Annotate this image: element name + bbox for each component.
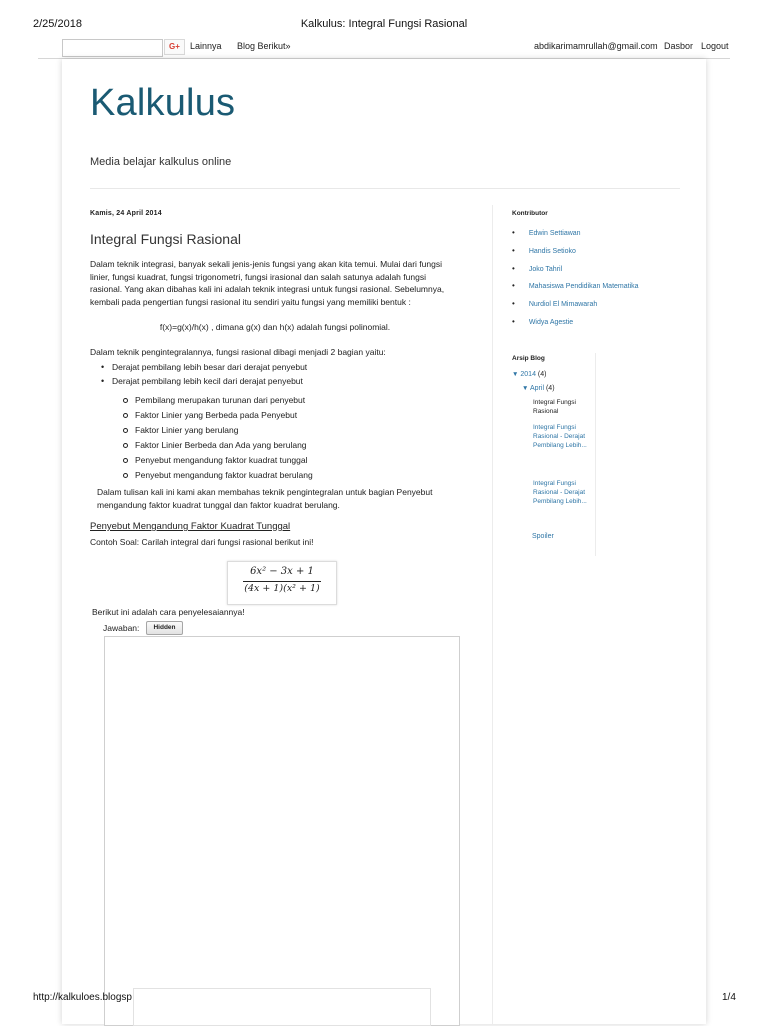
- contributor-item[interactable]: [512, 299, 597, 308]
- bullet-icon: •: [512, 228, 515, 237]
- list-item: Faktor Linier yang Berbeda pada Penyebut: [122, 408, 313, 423]
- section-heading: Penyebut Mengandung Faktor Kuadrat Tunggal: [90, 521, 291, 532]
- bullet-icon: •: [512, 317, 515, 326]
- contributor-item[interactable]: [512, 281, 639, 290]
- list-item: Faktor Linier yang berulang: [122, 423, 313, 438]
- fraction-bar: [243, 581, 321, 582]
- example-text: Contoh Soal: Carilah integral dari fungsi rasional berikut ini!: [90, 537, 314, 547]
- archive-count: (4): [537, 371, 547, 378]
- solution-intro: Berikut ini adalah cara penyelesaiannya!: [92, 607, 245, 617]
- answer-label: Jawaban:: [103, 623, 140, 633]
- contributor-link[interactable]: Joko Tahril: [528, 266, 563, 273]
- math-formula-image: [227, 561, 337, 605]
- archive-post-link[interactable]: Integral Fungsi Rasional - Derajat Pembilang Lebih...: [533, 480, 587, 505]
- post-intro: [90, 258, 462, 308]
- search-input[interactable]: [62, 39, 163, 57]
- archive-year[interactable]: [512, 371, 546, 378]
- print-page-number: 1/4: [722, 992, 736, 1003]
- list-item: Faktor Linier Berbeda dan Ada yang berulang: [122, 438, 313, 453]
- archive-post-link[interactable]: Spoiler: [532, 533, 554, 540]
- post-paragraph: Dalam teknik pengintegralannya, fungsi rasional dibagi menjadi 2 bagian yaitu:: [90, 347, 386, 357]
- contributor-item[interactable]: [512, 228, 581, 237]
- archive-divider: [595, 353, 596, 556]
- header-divider: [90, 188, 680, 189]
- archive-month-link[interactable]: April: [530, 385, 545, 392]
- triangle-down-icon[interactable]: ▼: [522, 385, 529, 392]
- blog-title[interactable]: Kalkulus: [90, 82, 236, 124]
- post-title[interactable]: Integral Fungsi Rasional: [90, 231, 241, 247]
- main-list: [100, 360, 307, 388]
- intro-line: kembali pada pengertian fungsi rasional itu sendiri yaitu fungsi yang memiliki bentuk :: [90, 296, 411, 307]
- lower-panel: [133, 988, 431, 1026]
- logout-link[interactable]: Logout: [701, 41, 729, 51]
- triangle-down-icon[interactable]: ▼: [512, 371, 519, 378]
- intro-line: rasional. Yang akan dibahas kali ini adalah teknik integrasi untuk fungsi rasional. Sebelumnya,: [90, 284, 445, 294]
- contributor-link[interactable]: Mahasiswa Pendidikan Matematika: [528, 283, 639, 290]
- print-date: 2/25/2018: [33, 18, 82, 30]
- sub-list: [122, 393, 313, 483]
- archive-count: (4): [545, 385, 555, 392]
- google-plus-button[interactable]: G+: [164, 39, 185, 55]
- paragraph-line: mengandung faktor kuadrat tunggal dan faktor kuadrat berulang.: [97, 499, 340, 510]
- archive-post-current[interactable]: Integral Fungsi Rasional: [533, 399, 576, 415]
- bullet-icon: •: [512, 246, 515, 255]
- more-link[interactable]: Lainnya: [190, 41, 222, 51]
- contributors-title: Kontributor: [512, 210, 548, 217]
- sidebar-divider: [492, 205, 493, 1024]
- bullet-icon: •: [512, 299, 515, 308]
- bullet-icon: •: [512, 264, 515, 273]
- contributor-item[interactable]: [512, 317, 573, 326]
- contributor-link[interactable]: Widya Agestie: [528, 319, 574, 326]
- math-denominator: (4x + 1)(x² + 1): [244, 583, 320, 594]
- contributor-item[interactable]: [512, 246, 576, 255]
- list-item: Penyebut mengandung faktor kuadrat berulang: [122, 468, 313, 483]
- bullet-icon: •: [512, 281, 515, 290]
- list-item: • Derajat pembilang lebih kecil dari derajat penyebut: [100, 374, 307, 388]
- dashboard-link[interactable]: Dasbor: [664, 41, 694, 51]
- math-numerator: 6x² − 3x + 1: [250, 566, 314, 577]
- contributor-item[interactable]: [512, 264, 562, 273]
- paragraph-line: Dalam tulisan kali ini kami akan membahas teknik pengintegralan untuk bagian Penyebut: [97, 487, 433, 497]
- archive-month[interactable]: [522, 385, 555, 392]
- print-url: http://kalkuloes.blogsp: [33, 992, 132, 1003]
- contributor-link[interactable]: Nurdiol El Mimawarah: [528, 301, 598, 308]
- print-title: Kalkulus: Integral Fungsi Rasional: [300, 18, 468, 30]
- next-blog-link[interactable]: Blog Berikut»: [237, 41, 291, 51]
- answer-box: [104, 636, 460, 1026]
- contributor-link[interactable]: Handis Setioko: [528, 248, 576, 255]
- contributor-link[interactable]: Edwin Settiawan: [528, 230, 581, 237]
- archive-title: Arsip Blog: [512, 355, 545, 362]
- rational-function-definition: f(x)=g(x)/h(x) , dimana g(x) dan h(x) adalah fungsi polinomial.: [159, 322, 391, 332]
- archive-year-link[interactable]: 2014: [520, 371, 536, 378]
- intro-line: Dalam teknik integrasi, banyak sekali jenis-jenis fungsi yang akan kita temui. Mulai dari fungsi: [90, 259, 442, 269]
- user-email: abdikarimamrullah@gmail.com: [534, 41, 658, 51]
- intro-line: linier, fungsi kuadrat, fungsi trigonometri, fungsi irasional dan salah satunya adalah fungsi: [90, 271, 426, 282]
- list-item: • Derajat pembilang lebih besar dari derajat penyebut: [100, 360, 307, 374]
- list-item: Pembilang merupakan turunan dari penyebut: [122, 393, 313, 408]
- list-item: Penyebut mengandung faktor kuadrat tunggal: [122, 453, 313, 468]
- blog-description: Media belajar kalkulus online: [90, 156, 232, 168]
- post-date: Kamis, 24 April 2014: [90, 210, 162, 217]
- archive-post-link[interactable]: Integral Fungsi Rasional - Derajat Pembilang Lebih...: [533, 424, 587, 449]
- post-paragraph: [97, 486, 469, 511]
- hidden-toggle-button[interactable]: Hidden: [146, 621, 183, 635]
